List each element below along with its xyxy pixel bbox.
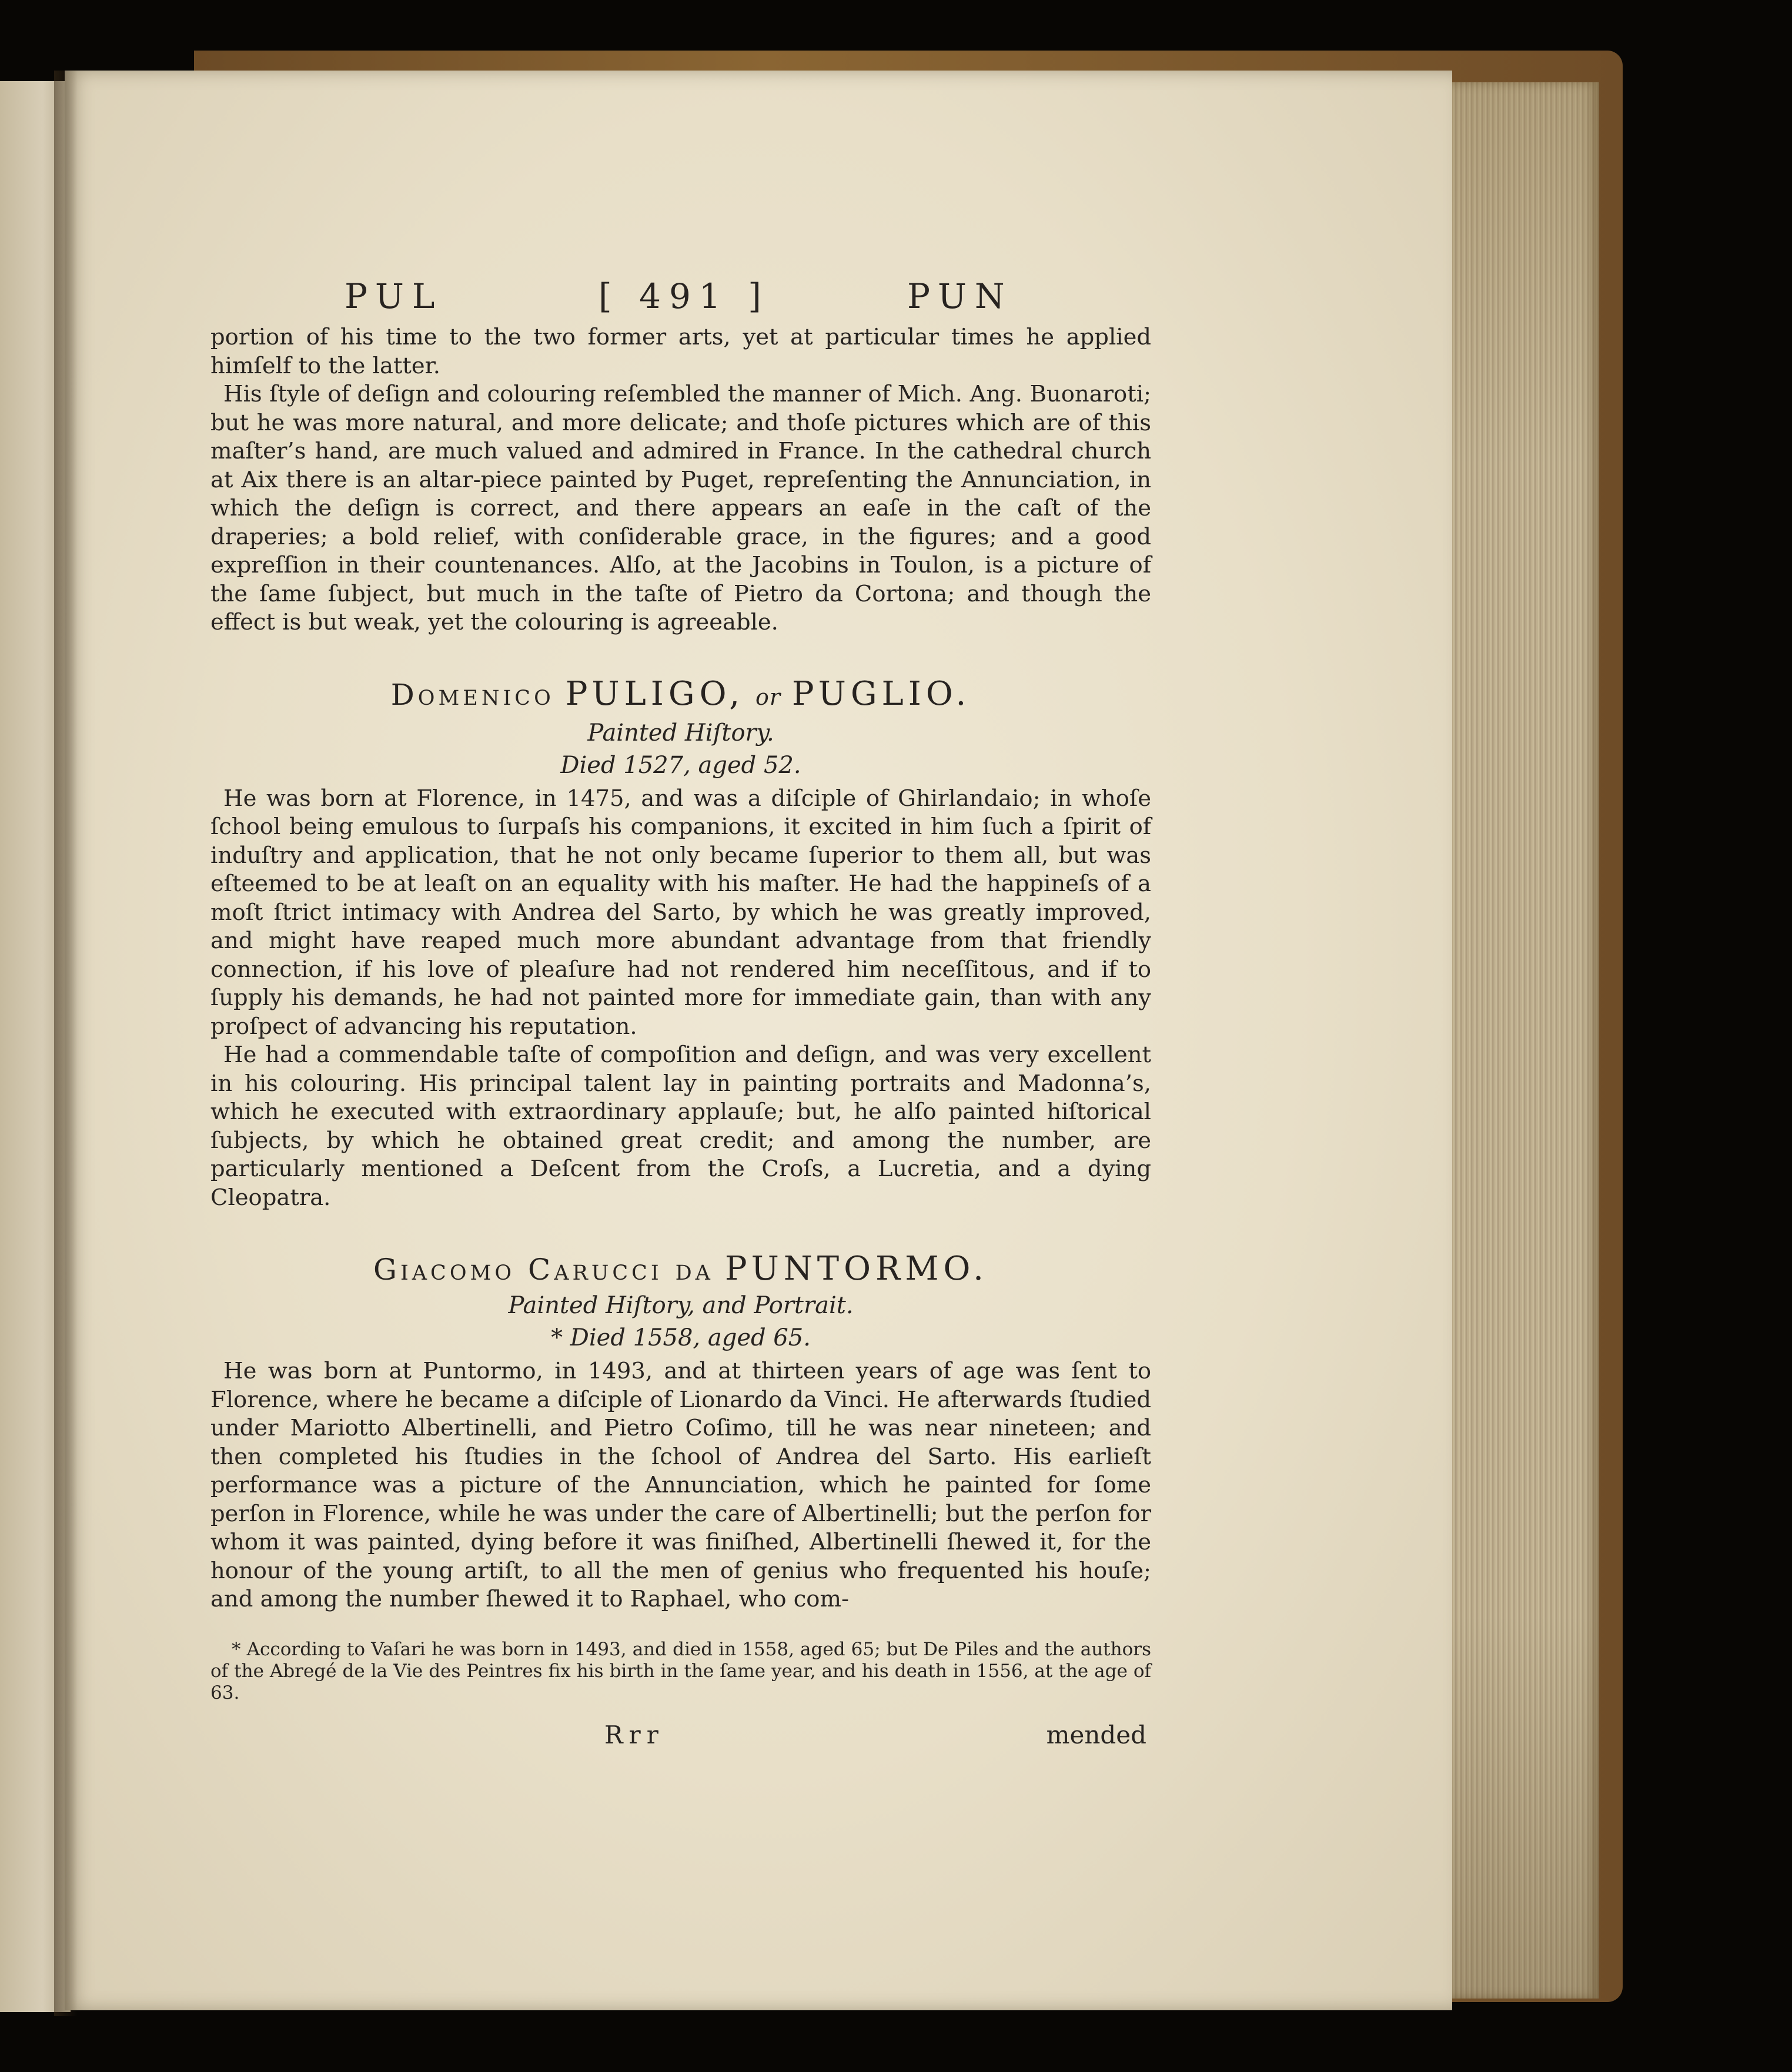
running-header [210, 259, 1151, 323]
entry-subtitle: Painted Hiſtory, and Portrait. [508, 1292, 854, 1319]
catchword: mended [1046, 1720, 1146, 1749]
entry-dates: Died 1527, aged 52. [560, 751, 801, 779]
paragraph: He was born at Florence, in 1475, and was a diſciple of Ghirlandaio; in whoſe ſchool being emulous to ſurpaſs his companions, it excited in him ſuch a ſpirit of induſtry and application, that he not only became ſuperior to them all, but was eſteemed to be at leaſt on an equality with his maſter. He had the happineſs of a moſt ſtrict intimacy with Andrea del Sarto, by which he was greatly improved, and might have reaped much more abundant advantage from that friendly connection, if his love of pleaſure had not rendered him neceſſitous, and if to ſupply his demands, he had not painted more for immediate gain, than with any proſpect of advancing his reputation. [210, 785, 1151, 1040]
entry-heading-puntormo [210, 1250, 1151, 1354]
header-left: PUL [345, 276, 443, 316]
footnote: * According to Vaſari he was born in 1493, and died in 1558, aged 65; but De Piles and the authors of the Abregé de la Vie des Peintres fix his birth in the ſame year, and his death in 1556, at the age of 63. [210, 1638, 1151, 1703]
entry-name [210, 675, 1151, 717]
page-block-edge [1452, 82, 1599, 1999]
page-number: [ 491 ] [599, 276, 770, 316]
gutter-shadow [54, 71, 78, 2016]
surname: PUNTORMO. [724, 1250, 988, 1288]
paragraph: He was born at Puntormo, in 1493, and at thirteen years of age was ſent to Florence, where he became a diſciple of Lionardo da Vinci. He afterwards ſtudied under Mariotto Albertinelli, and Pietro Coſimo, till he was near nineteen; and then completed his ſtudies in the ſchool of Andrea del Sarto. His earlieſt performance was a picture of the Annunciation, which he painted for ſome perſon in Florence, while he was under the care of Albertinelli; but the perſon for whom it was painted, dying before it was finiſhed, Albertinelli ſhewed it, for the honour of the young artiſt, to all the men of genius who frequented his houſe; and among the number ſhewed it to Raphael, who com- [210, 1358, 1151, 1612]
header-right: PUN [907, 276, 1013, 316]
page-text [210, 259, 1151, 1758]
paragraph: He had a commendable taſte of compoſition and deſign, and was very excellent in his colouring. His principal talent lay in painting portraits and Madonna’s, which he executed with extraordinary applauſe; but, he alſo painted hiſtorical ſubjects, by which he obtained great credit; and among the number, are particularly mentioned a Deſcent from the Croſs, a Lucretia, and a dying Cleopatra. [210, 1042, 1151, 1211]
surname: PULIGO, [565, 674, 745, 713]
continued-paragraph: portion of his time to the two former arts, yet at particular times he applied himſelf to the latter. [210, 324, 1151, 379]
signature-mark: Rrr [604, 1720, 664, 1749]
given-name: Giacomo Carucci da [373, 1253, 714, 1287]
entry-name [210, 1250, 1151, 1289]
entry-heading-puligo [210, 675, 1151, 781]
paragraph: His ſtyle of deſign and colouring reſembled the manner of Mich. Ang. Buonaroti; but he was more natural, and more delicate; and thoſe pictures which are of this maſter’s hand, are much valued and admired in France. In the cathedral church at Aix there is an altar-piece painted by Puget, repreſenting the Annunciation, in which the deſign is correct, and there appears an eaſe in the caſt of the draperies; a bold relief, with conſiderable grace, in the figures; and a good expreſſion in their countenances. Alſo, at the Jacobins in Toulon, is a picture of the ſame ſubject, but much in the taſte of Pietro da Cortona; and though the effect is but weak, yet the colouring is agreeable. [210, 381, 1151, 635]
entry-dates: * Died 1558, aged 65. [551, 1324, 811, 1351]
alternate-surname: PUGLIO. [791, 674, 971, 713]
conjunction: or [755, 684, 781, 710]
entry-subtitle: Painted Hiſtory. [587, 719, 774, 747]
page-footer [210, 1717, 1151, 1758]
given-name: Domenico [390, 677, 554, 712]
